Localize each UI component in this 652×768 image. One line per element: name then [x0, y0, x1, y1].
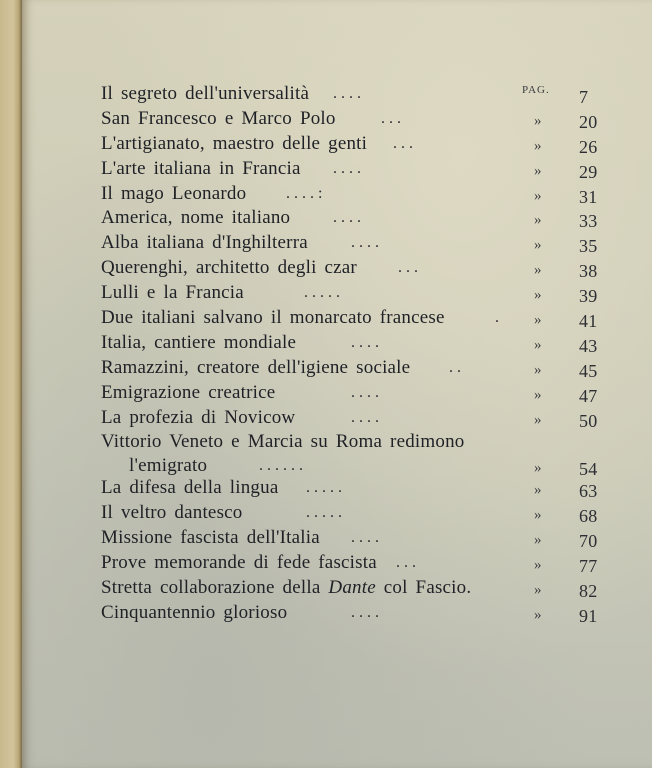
entry-title: Due italiani salvano il monarcato francese [101, 307, 445, 329]
page-number: 77 [579, 556, 598, 577]
toc-entry [101, 406, 621, 431]
entry-title: Querenghi, architetto degli czar [101, 257, 357, 279]
leader-dots: . . . . [333, 85, 361, 102]
entry-title: Alba italiana d'Inghilterra [101, 232, 308, 254]
leader-dots: . . . . [351, 383, 379, 401]
page-number: 20 [579, 111, 598, 132]
entry-title: La profezia di Novicow [101, 406, 296, 428]
toc-entry [101, 501, 621, 526]
page-number: 45 [579, 360, 598, 381]
ditto-mark: » [534, 336, 542, 353]
leader-dots: . . . [381, 109, 401, 127]
leader-dots: . [495, 309, 499, 327]
toc-entry [101, 256, 621, 281]
page-number: 29 [579, 161, 598, 182]
leader-dots: . . . . . . [259, 457, 303, 475]
ditto-mark: » [534, 287, 542, 304]
leader-dots: . . . . [351, 333, 379, 351]
page-number: 47 [579, 385, 598, 406]
toc-entry [101, 107, 621, 132]
page-number: 63 [579, 481, 598, 502]
page-number: 43 [579, 335, 598, 356]
leader-dots: . . . . : [286, 184, 323, 202]
leader-dots: . . . . [333, 209, 361, 227]
ditto-mark: » [534, 460, 542, 477]
toc-entry [101, 206, 621, 231]
ditto-mark: » [534, 582, 542, 599]
entry-title: Missione fascista dell'Italia [101, 527, 320, 549]
page-number: 54 [579, 459, 598, 480]
ditto-mark: » [534, 361, 542, 378]
page-label: PAG. [522, 84, 550, 96]
page-number: 41 [579, 311, 598, 332]
page-number: 70 [579, 531, 598, 552]
toc-entry [101, 157, 621, 182]
title-part: Stretta collaborazione della [101, 577, 329, 599]
entry-title: La difesa della lingua [101, 477, 279, 499]
toc-entry [101, 381, 621, 406]
page-number: 50 [579, 410, 598, 431]
ditto-mark: » [534, 386, 542, 403]
toc-entry [101, 331, 621, 356]
leader-dots: . . . . [351, 408, 379, 426]
ditto-mark: » [534, 532, 542, 549]
entry-title: Il mago Leonardo [101, 182, 247, 204]
book-page [22, 0, 652, 768]
toc-entry [101, 601, 621, 626]
ditto-mark: » [534, 137, 542, 154]
page-number: 31 [579, 186, 598, 207]
ditto-mark: » [534, 507, 542, 524]
entry-title-line2: l'emigrato [129, 455, 208, 477]
ditto-mark: » [534, 262, 542, 279]
toc-entry [101, 356, 621, 381]
leader-dots: . . . . . [306, 504, 342, 522]
entry-title: Lulli e la Francia [101, 282, 244, 304]
entry-title [101, 576, 471, 600]
page-number: 33 [579, 211, 598, 232]
title-italic-part: Dante [328, 577, 376, 599]
leader-dots: . . . . [333, 159, 361, 177]
ditto-mark: » [534, 112, 542, 129]
leader-dots: . . [449, 358, 461, 376]
entry-title: Italia, cantiere mondiale [101, 331, 297, 353]
entry-title: Cinquantennio glorioso [101, 601, 288, 623]
page-number: 68 [579, 506, 598, 527]
toc-entry [101, 306, 621, 331]
toc-entry [101, 281, 621, 306]
entry-title: San Francesco e Marco Polo [101, 107, 336, 129]
entry-title: Il segreto dell'universalità [101, 83, 310, 104]
toc-entry [101, 182, 621, 207]
leader-dots: . . . . . [304, 284, 340, 302]
ditto-mark: » [534, 606, 542, 623]
ditto-mark: » [534, 557, 542, 574]
ditto-mark: » [534, 312, 542, 329]
entry-title: America, nome italiano [101, 207, 291, 229]
leader-dots: . . . [396, 554, 416, 572]
entry-title: L'artigianato, maestro delle genti [101, 132, 368, 154]
page-number: 39 [579, 286, 598, 307]
ditto-mark: » [534, 237, 542, 254]
entry-title-line1: Vittorio Veneto e Marcia su Roma redimono [101, 431, 465, 453]
toc-entry [101, 476, 621, 501]
leader-dots: . . . . . [306, 479, 342, 497]
leader-dots: . . . . [351, 529, 379, 547]
page-number: 7 [579, 87, 589, 107]
leader-dots: . . . . [351, 234, 379, 252]
leader-dots: . . . . [351, 603, 379, 621]
ditto-mark: » [534, 162, 542, 179]
page-number: 35 [579, 236, 598, 257]
entry-title: Prove memorande di fede fascista [101, 552, 377, 574]
page-number: 82 [579, 581, 598, 602]
leader-dots: . . . [398, 259, 418, 277]
toc-entry [101, 551, 621, 576]
toc-entry [101, 576, 621, 601]
entry-title: Il veltro dantesco [101, 502, 243, 524]
toc-entry [101, 231, 621, 256]
entry-title: Ramazzini, creatore dell'igiene sociale [101, 356, 411, 378]
ditto-mark: » [534, 187, 542, 204]
facing-page-edge [0, 0, 22, 768]
page-number: 38 [579, 261, 598, 282]
page-number: 91 [579, 605, 598, 626]
ditto-mark: » [534, 212, 542, 229]
title-part: col Fascio. [375, 577, 472, 599]
page-number: 26 [579, 136, 598, 157]
ditto-mark: » [534, 411, 542, 428]
toc-entry [101, 132, 621, 157]
entry-title: Emigrazione creatrice [101, 381, 276, 403]
table-of-contents [101, 82, 621, 626]
toc-entry [101, 430, 621, 480]
ditto-mark: » [534, 482, 542, 499]
entry-title: L'arte italiana in Francia [101, 157, 301, 179]
toc-entry [101, 526, 621, 551]
leader-dots: . . . [393, 134, 413, 152]
toc-entry [101, 82, 621, 107]
